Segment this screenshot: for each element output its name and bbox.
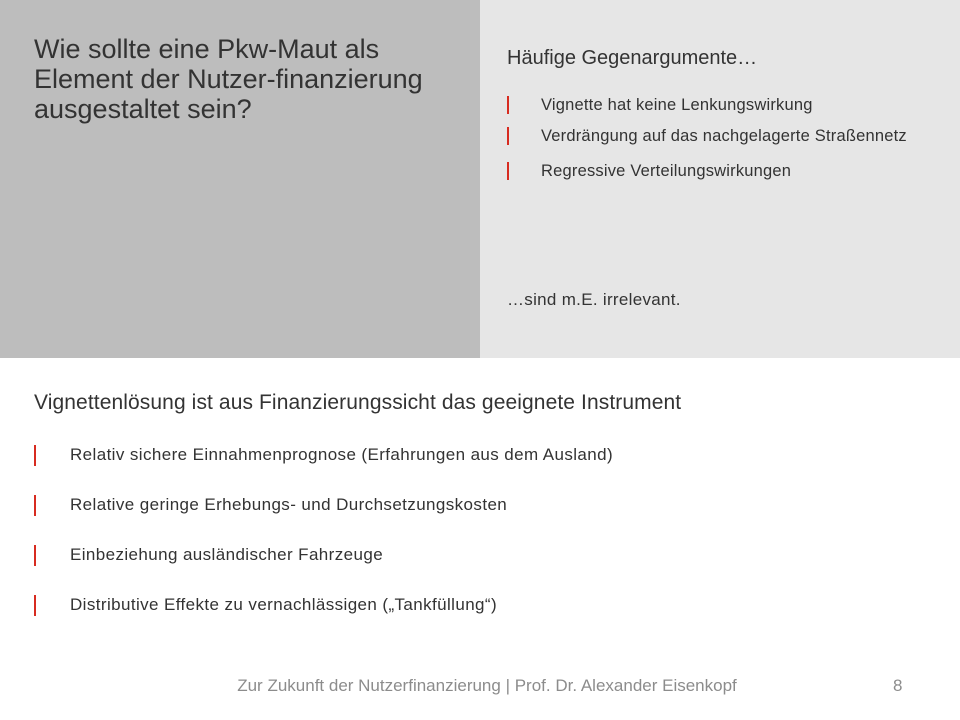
counterarguments-heading: Häufige Gegenargumente… — [507, 47, 758, 69]
red-bullet-icon — [507, 96, 509, 114]
red-bullet-icon — [34, 445, 36, 466]
main-bullet-text: Relativ sichere Einnahmenprognose (Erfahrungen aus dem Ausland) — [70, 445, 614, 464]
counterargument-text: Verdrängung auf das nachgelagerte Straßennetz — [541, 127, 907, 145]
counterarguments-conclusion: …sind m.E. irrelevant. — [507, 290, 681, 309]
main-bullet-item — [34, 593, 934, 617]
counterargument-text: Regressive Verteilungswirkungen — [541, 162, 792, 180]
counterargument-text: Vignette hat keine Lenkungswirkung — [541, 96, 813, 114]
counterargument-item — [507, 94, 927, 116]
main-bullet-item — [34, 493, 934, 517]
red-bullet-icon — [34, 495, 36, 516]
main-bullet-item — [34, 443, 934, 467]
main-bullet-text: Einbeziehung ausländischer Fahrzeuge — [70, 545, 384, 564]
counterargument-item — [507, 125, 927, 147]
counterargument-item — [507, 160, 927, 182]
footer — [0, 676, 960, 696]
counterarguments-list — [507, 94, 927, 191]
main-bullet-text: Relative geringe Erhebungs- und Durchsetzungskosten — [70, 495, 508, 514]
red-bullet-icon — [34, 545, 36, 566]
red-bullet-icon — [507, 162, 509, 180]
red-bullet-icon — [507, 127, 509, 145]
main-bullet-text: Distributive Effekte zu vernachlässigen („Tankfüllung“) — [70, 595, 498, 614]
footer-text: Zur Zukunft der Nutzerfinanzierung | Prof. Dr. Alexander Eisenkopf — [237, 676, 737, 695]
main-heading: Vignettenlösung ist aus Finanzierungssicht das geeignete Instrument — [34, 391, 682, 414]
slide-title: Wie sollte eine Pkw-Maut als Element der Nutzer-finanzierung ausgestaltet sein? — [34, 34, 423, 124]
page-number: 8 — [893, 676, 903, 695]
main-bullet-item — [34, 543, 934, 567]
main-bullet-list — [34, 443, 934, 643]
red-bullet-icon — [34, 595, 36, 616]
